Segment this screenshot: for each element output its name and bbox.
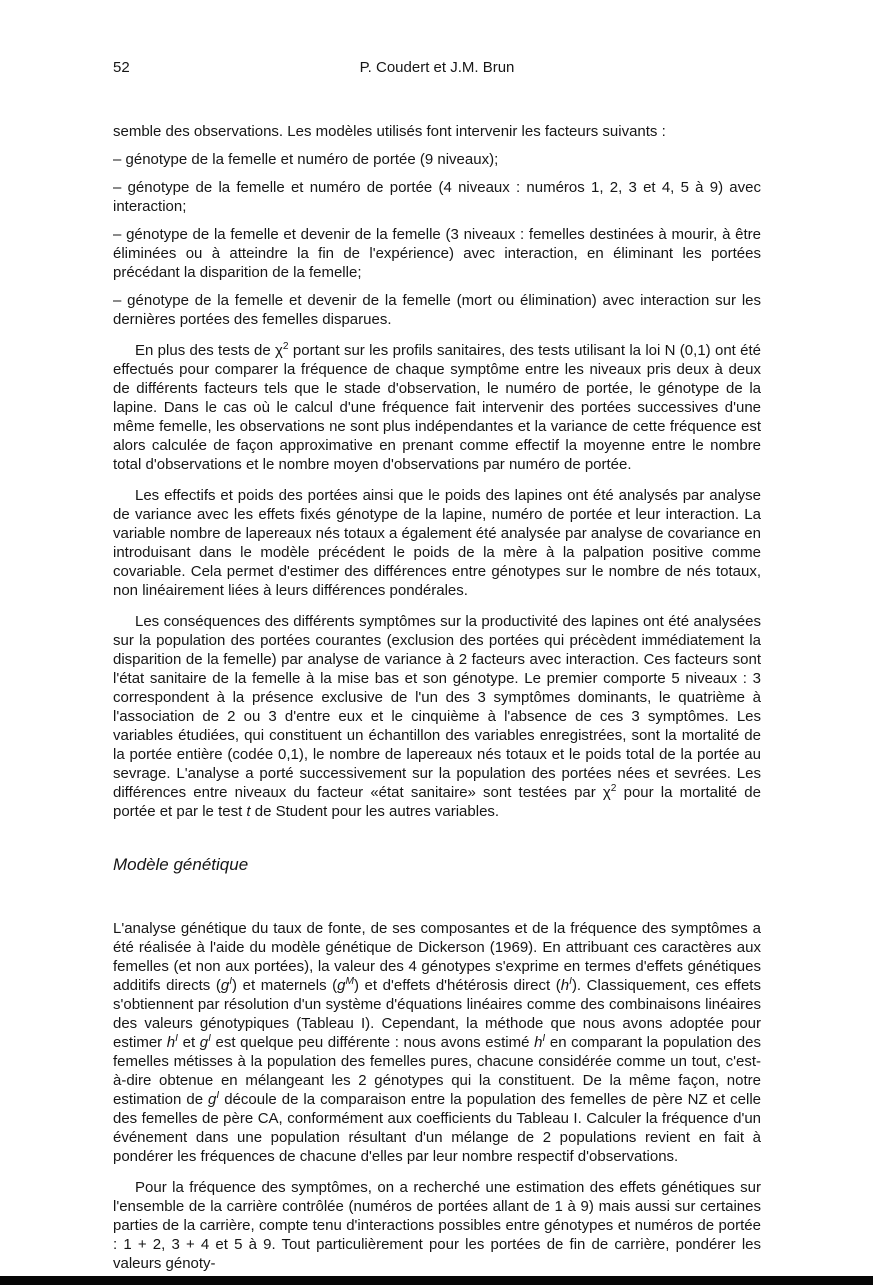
- paragraph: [113, 341, 761, 474]
- paragraph: [113, 919, 761, 1166]
- page-header: [113, 58, 761, 77]
- text-run: semble des observations. Les modèles utilisés font intervenir les facteurs suivants :: [113, 123, 666, 140]
- section-heading: [113, 855, 761, 875]
- page-number: 52: [113, 59, 130, 76]
- text-run: g: [199, 1034, 209, 1051]
- list-item: [113, 150, 761, 169]
- paragraph: [113, 486, 761, 600]
- list-item: [113, 225, 761, 282]
- paragraph: [113, 1178, 761, 1273]
- text-run: Les effectifs et poids des portées ainsi que le poids des lapines ont été analysés par analyse de variance avec les effets fixés génotype de la lapine, numéro de portée et leur interaction. La variable nombre de lapereaux nés totaux a également été analysée par analyse de covariance en introduisant dans le modèle précédent le poids de la mère à la palpation positive comme covariable. Cela permet d'estimer des différences entre génotypes sur le nombre de nés totaux, non linéairement liées à leurs différences pondérales.: [113, 487, 761, 599]
- text-run: et: [177, 1034, 200, 1051]
- text-run: M: [345, 976, 354, 987]
- text-run: L'analyse génétique du taux de fonte, de ses composantes et de la fréquence des symptômes a été réalisée à l'aide du modèle génétique de Dickerson (1969). En attribuant ces caractères aux femelles (et non aux portées), la valeur des 4 génotypes s'exprime en termes d'effets génétiques additifs directs (: [113, 920, 761, 994]
- text-run: I: [208, 1033, 211, 1044]
- paragraph: [113, 612, 761, 821]
- text-run: – génotype de la femelle et numéro de portée (4 niveaux : numéros 1, 2, 3 et 4, 5 à 9) avec interaction;: [113, 179, 761, 215]
- text-run: t: [246, 803, 251, 820]
- text-run: ). Classiquement, ces effets s'obtiennent par résolution d'un système d'équations linéaires comme des combinaisons linéaires des valeurs génotypiques (Tableau I). Cependant, la méthode que nous avons adoptée pour estimer: [113, 977, 761, 1051]
- text-run: I: [542, 1033, 546, 1044]
- text-run: Modèle génétique: [113, 855, 249, 874]
- text-run: de Student pour les autres variables.: [250, 803, 500, 820]
- text-run: h: [560, 977, 570, 994]
- text-run: g: [337, 977, 346, 994]
- text-run: g: [220, 977, 230, 994]
- text-run: g: [208, 1091, 217, 1108]
- text-run: en comparant la population des femelles métisses à la population des femelles pures, chacune considérée comme un tout, c'est-à-dire obtenue en mélangeant les 2 génotypes qui la constituent. De la même façon, notre estimation de: [113, 1034, 761, 1108]
- text-run: Pour la fréquence des symptômes, on a recherché une estimation des effets génétiques sur l'ensemble de la carrière contrôlée (numéros de portées allant de 1 à 9) mais aussi sur certaines parties de la carrière, compte tenu d'interactions possibles entre génotypes et numéros de portée : 1 + 2, 3 + 4 et 5 à 9. Tout particulièrement pour les portées de fin de carrière, pondérer les valeurs génoty-: [113, 1179, 761, 1272]
- text-run: – génotype de la femelle et devenir de la femelle (mort ou élimination) avec interaction sur les dernières portées des femelles disparues.: [113, 292, 761, 328]
- text-run: ) et d'effets d'hétérosis direct (: [353, 977, 561, 994]
- text-run: En plus des tests de χ: [135, 342, 283, 359]
- text-run: 2: [610, 783, 617, 794]
- text-run: h: [166, 1034, 176, 1051]
- text-run: découle de la comparaison entre la population des femelles de père NZ et celle des femelles de père CA, conformément aux coefficients du Tableau I. Calculer la fréquence d'un événement dans une population résultant d'un mélange de 2 populations revient en fait à pondérer les fréquences de chacune d'elles par leur nombre respectif d'observations.: [113, 1091, 761, 1165]
- text-run: 2: [282, 341, 289, 352]
- paragraph: [113, 122, 761, 141]
- scan-edge-artifact: [0, 1276, 873, 1285]
- document-body: [113, 122, 761, 1273]
- running-head: P. Coudert et J.M. Brun: [359, 59, 515, 76]
- text-run: I: [569, 976, 572, 987]
- text-run: Les conséquences des différents symptômes sur la productivité des lapines ont été analysées sur la population des portées courantes (exclusion des portées qui précèdent immédiatement la disparition de la femelle) par analyse de variance à 2 facteurs avec interaction. Ces facteurs sont l'état sanitaire de la femelle à la mise bas et son génotype. Le premier comporte 5 niveaux : 3 correspondent à la présence exclusive de l'un des 3 symptômes dominants, le quatrième à l'association de 2 ou 3 d'entre eux et le cinquième à l'absence de ces 3 symptômes. Les variables étudiées, qui constituent un échantillon des variables enregistrées, sont la mortalité de la portée entière (codée 0,1), le nombre de lapereaux nés totaux et le poids total de la portée au sevrage. L'analyse a porté successivement sur la population des portées nées et sevrées. Les différences entre niveaux du facteur «état sanitaire» sont testées par χ: [113, 613, 761, 801]
- text-run: I: [229, 976, 233, 987]
- text-run: ) et maternels (: [232, 977, 338, 994]
- text-run: – génotype de la femelle et numéro de portée (9 niveaux);: [113, 151, 499, 168]
- list-item: [113, 291, 761, 329]
- text-run: I: [216, 1090, 220, 1101]
- text-run: portant sur les profils sanitaires, des tests utilisant la loi N (0,1) ont été effectués pour comparer la fréquence de chaque symptôme entre les niveaux pris deux à deux de différents facteurs tels que le stade d'observation, le numéro de portée, le génotype de la lapine. Dans le cas où le calcul d'une fréquence fait intervenir des portées successives d'une même femelle, les observations ne sont plus indépendantes et la variance de cette fréquence est alors calculée de façon approximative en prenant comme effectif la moyenne entre le nombre total d'observations et le nombre moyen d'observations par numéro de portée.: [113, 342, 762, 473]
- text-run: – génotype de la femelle et devenir de la femelle (3 niveaux : femelles destinées à mourir, à être éliminées ou à atteindre la fin de l'expérience) avec interaction, en éliminant les portées précédant la disparition de la femelle;: [113, 226, 761, 281]
- text-run: I: [175, 1033, 178, 1044]
- text-run: est quelque peu différente : nous avons estimé: [210, 1034, 535, 1051]
- text-run: pour la mortalité de portée et par le test: [113, 784, 761, 820]
- text-run: h: [534, 1034, 543, 1051]
- list-item: [113, 178, 761, 216]
